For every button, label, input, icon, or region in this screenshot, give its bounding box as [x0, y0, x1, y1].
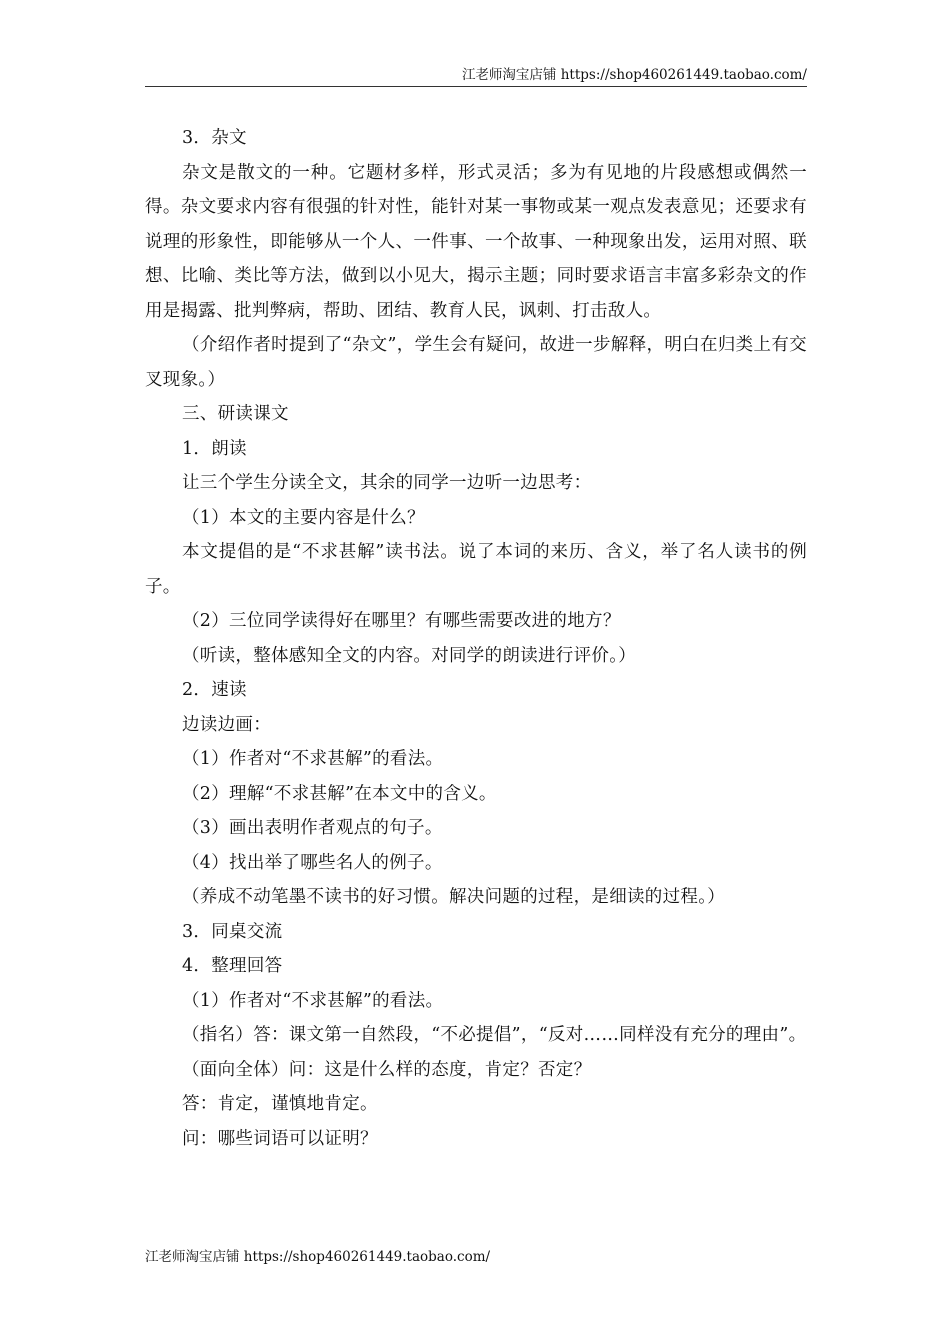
- task-item: （1）作者对“不求甚解”的看法。: [182, 749, 444, 769]
- subheading-organize: 4．整理回答: [182, 956, 283, 976]
- subheading-desk-mate: 3．同桌交流: [182, 921, 283, 942]
- question-item: （1）作者对“不求甚解”的看法。: [182, 990, 444, 1011]
- answer-paragraph: 答：肯定，谨慎地肯定。: [182, 1094, 378, 1114]
- paragraph-instruction: 边读边画：: [182, 714, 271, 735]
- question-item: （面向全体）问：这是什么样的态度，肯定？否定？: [182, 1059, 592, 1080]
- subheading-read-aloud: 1．朗读: [182, 438, 247, 459]
- teaching-note: （养成不动笔墨不读书的好习惯。解决问题的过程，是细读的过程。）: [182, 887, 726, 907]
- section-heading-study: 三、研读课文: [182, 404, 289, 424]
- task-item: （3）画出表明作者观点的句子。: [182, 818, 443, 838]
- paragraph-teaching-note: （介绍作者时提到了“杂文”，学生会有疑问，故进一步解释，明白在归类上有交叉现象。）: [145, 335, 807, 390]
- section-heading-essay: 3．杂文: [182, 128, 247, 148]
- question-item: 问：哪些词语可以证明？: [182, 1128, 378, 1149]
- paragraph-essay-definition: 杂文是散文的一种。它题材多样，形式灵活；多为有见地的片段感想或偶然一得。杂文要求内容有很强的针对性，能针对某一事物或某一观点发表意见；还要求有说理的形象性，即能够从一个人、一件事、一个故事、一种现象出发，运用对照、联想、比喻、类比等方法，做到以小见大，揭示主题；同时要求语言丰富多彩杂文的作用是揭露、批判弊病，帮助、团结、教育人民，讽刺、打击敌人。: [145, 162, 807, 321]
- task-item: （2）理解“不求甚解”在本文中的含义。: [182, 783, 497, 804]
- answer-paragraph: 本文提倡的是“不求甚解”读书法。说了本词的来历、含义，举了名人读书的例子。: [145, 542, 807, 597]
- task-item: （4）找出举了哪些名人的例子。: [182, 852, 443, 873]
- page-header: 江老师淘宝店铺 https://shop460261449.taobao.com/: [145, 64, 807, 87]
- question-item: （1）本文的主要内容是什么？: [182, 507, 425, 528]
- page-footer: 江老师淘宝店铺 https://shop460261449.taobao.com/: [145, 1249, 491, 1265]
- document-body: [145, 121, 807, 1156]
- paragraph-instruction: 让三个学生分读全文，其余的同学一边听一边思考：: [182, 473, 592, 493]
- subheading-speed-read: 2．速读: [182, 680, 247, 700]
- question-item: （2）三位同学读得好在哪里？有哪些需要改进的地方？: [182, 611, 621, 631]
- teaching-note: （听读，整体感知全文的内容。对同学的朗读进行评价。）: [182, 645, 637, 666]
- answer-paragraph: （指名）答：课文第一自然段，“不必提倡”，“反对……同样没有充分的理由”。: [182, 1025, 807, 1045]
